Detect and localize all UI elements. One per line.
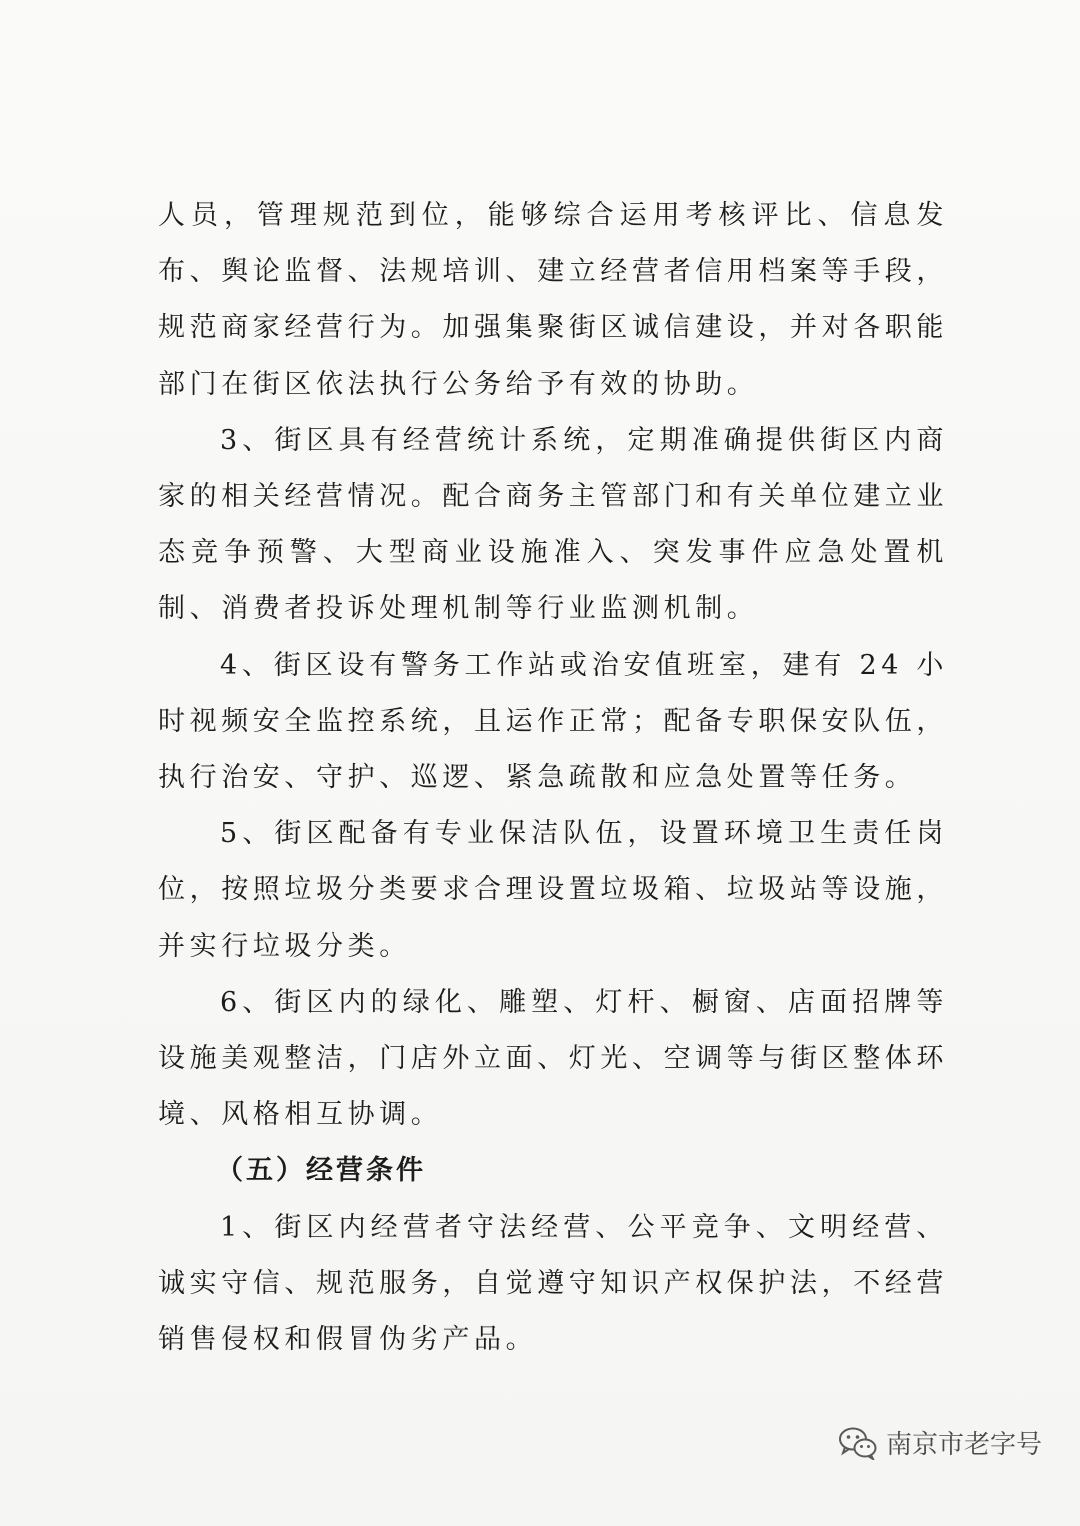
wechat-icon [838,1426,878,1460]
watermark [838,1424,1042,1461]
section-paragraph-1: 1、街区内经营者守法经营、公平竞争、文明经营、诚实守信、规范服务，自觉遵守知识产权保护法，不经营销售侵权和假冒伪劣产品。 [158,1211,948,1356]
watermark-text: 南京市老字号 [885,1430,1042,1460]
paragraph-item-5: 5、街区配备有专业保洁队伍，设置环境卫生责任岗位，按照垃圾分类要求合理设置垃圾箱、垃圾站等设施，并实行垃圾分类。 [158,818,948,962]
paragraph-item-4: 4、街区设有警务工作站或治安值班室，建有 24 小时视频安全监控系统，且运作正常；配备专职保安队伍，执行治安、守护、巡逻、紧急疏散和应急处置等任务。 [158,649,948,794]
paragraph-item-3: 3、街区具有经营统计系统，定期准确提供街区内商家的相关经营情况。配合商务主管部门和有关单位建立业态竞争预警、大型商业设施准入、突发事件应急处置机制、消费者投诉处理机制等行业监测机制。 [158,424,948,625]
paragraph-continued: 人员，管理规范到位，能够综合运用考核评比、信息发布、舆论监督、法规培训、建立经营者信用档案等手段，规范商家经营行为。加强集聚街区诚信建设，并对各职能部门在街区依法执行公务给予有效的协助。 [158,200,948,400]
document-body [158,188,948,1368]
paragraph-item-6: 6、街区内的绿化、雕塑、灯杆、橱窗、店面招牌等设施美观整洁，门店外立面、灯光、空调等与街区整体环境、风格相互协调。 [158,986,948,1131]
section-heading: （五）经营条件 [216,1155,426,1187]
